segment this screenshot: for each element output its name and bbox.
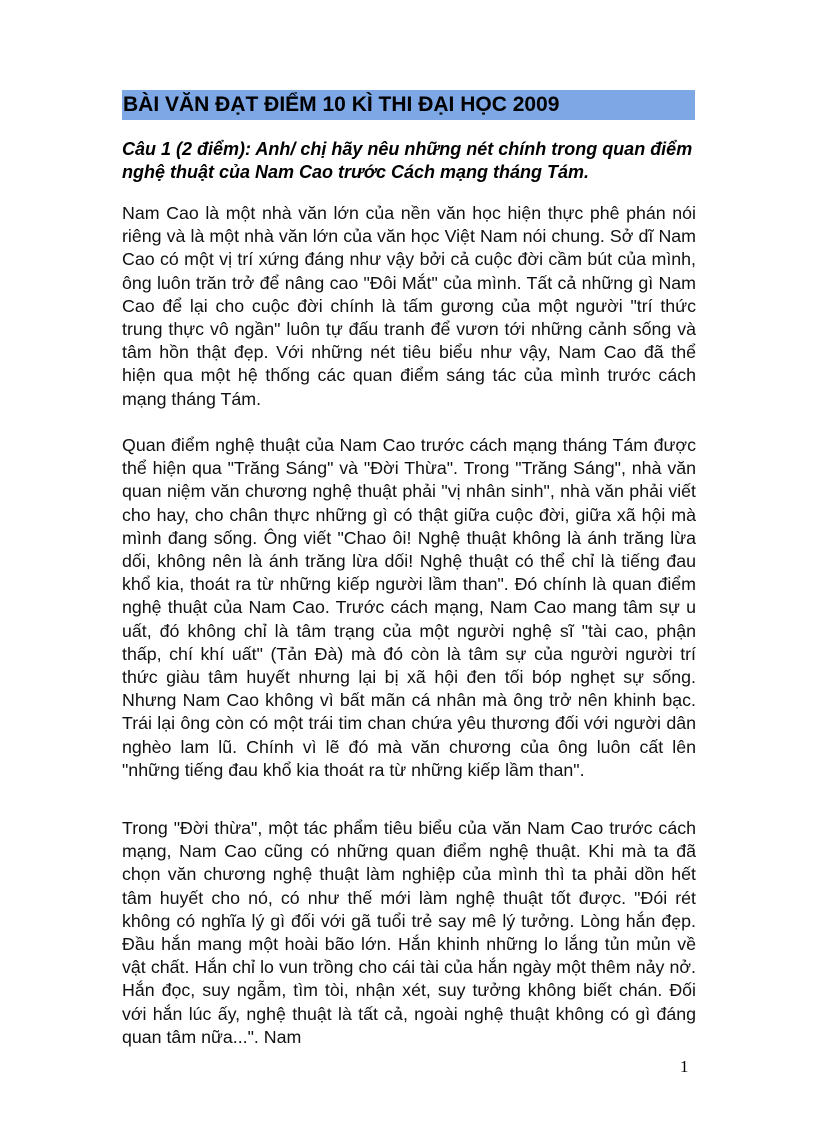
paragraph-2: Quan điểm nghệ thuật của Nam Cao trước cách mạng tháng Tám được thể hiện qua "Trăng Sáng" và "Đời Thừa". Trong "Trăng Sáng", nhà văn quan niệm văn chương nghệ thuật phải "vị nhân sinh", nhà văn phải viết cho hay, cho chân thực những gì có thật giữa cuộc đời, giữa xã hội mà mình đang sống. Ông viết "Chao ôi! Nghệ thuật không là ánh trăng lừa dối, không nên là ánh trăng lừa dối! Nghệ thuật có thể chỉ là tiếng đau khổ kia, thoát ra từ những kiếp người lầm than". Đó chính là quan điểm nghệ thuật của Nam Cao. Trước cách mạng, Nam Cao mang tâm sự u uất, đó không chỉ là tâm trạng của một người nghệ sĩ "tài cao, phận thấp, chí khí uất" (Tản Đà) mà đó còn là tâm sự của người người trí thức giàu tâm huyết nhưng lại bị xã hội đen tối bóp nghẹt sự sống. Nhưng Nam Cao không vì bất mãn cá nhân mà ông trở nên khinh bạc. Trái lại ông còn có một trái tim chan chứa yêu thương đối với người dân nghèo lam lũ. Chính vì lẽ đó mà văn chương của ông luôn cất lên "những tiếng đau khổ kia thoát ra từ những kiếp lầm than". — [122, 435, 696, 780]
paragraph-1: Nam Cao là một nhà văn lớn của nền văn học hiện thực phê phán nói riêng và là một nhà văn lớn của văn học Việt Nam nói chung. Sở dĩ Nam Cao có một vị trí xứng đáng như vậy bởi cả cuộc đời cầm bút của mình, ông luôn trăn trở để nâng cao "Đôi Mắt" của mình. Tất cả những gì Nam Cao để lại cho cuộc đời chính là tấm gương của một người "trí thức trung thực vô ngần" luôn tự đấu tranh để vươn tới những cảnh sống và tâm hồn thật đẹp. Với những nét tiêu biểu như vậy, Nam Cao đã thể hiện qua một hệ thống các quan điểm sáng tác của mình trước cách mạng tháng Tám. — [122, 203, 696, 409]
document-title: BÀI VĂN ĐẠT ĐIỂM 10 KÌ THI ĐẠI HỌC 2009 — [122, 90, 695, 120]
paragraph-3: Trong "Đời thừa", một tác phẩm tiêu biểu của văn Nam Cao trước cách mạng, Nam Cao cũng có những quan điểm nghệ thuật. Khi mà ta đã chọn văn chương nghệ thuật làm nghiệp của mình thì ta phải dồn hết tâm huyết cho nó, có như thế mới làm nghệ thuật tốt được. "Đói rét không có nghĩa lý gì đối với gã tuổi trẻ say mê lý tưởng. Lòng hắn đẹp. Đầu hắn mang một hoài bão lớn. Hắn khinh những lo lắng tủn mủn về vật chất. Hắn chỉ lo vun trồng cho cái tài của hắn ngày một thêm nảy nở. Hắn đọc, suy ngẫm, tìm tòi, nhận xét, suy tưởng không biết chán. Đối với hắn lúc ấy, nghệ thuật là tất cả, ngoài nghệ thuật không có gì đáng quan tâm nữa...". Nam — [122, 818, 696, 1047]
page-number: 1 — [680, 1057, 689, 1076]
question-heading: Câu 1 (2 điểm): Anh/ chị hãy nêu những nét chính trong quan điểm nghệ thuật của Nam Cao trước Cách mạng tháng Tám. — [122, 139, 693, 182]
